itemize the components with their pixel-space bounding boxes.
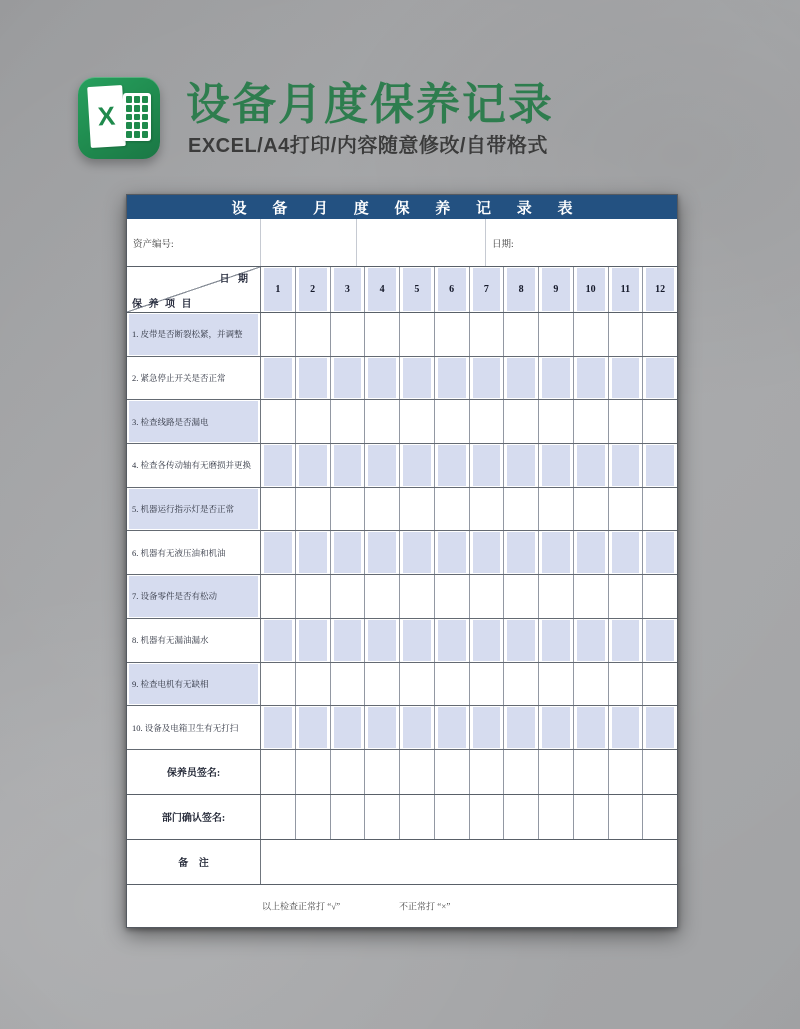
grid-cell[interactable] — [574, 795, 609, 839]
grid-cell[interactable] — [365, 313, 400, 356]
table-row — [127, 531, 677, 575]
month-header-cells — [261, 267, 677, 312]
grid-cell[interactable] — [400, 619, 435, 662]
grid-cell[interactable] — [539, 444, 574, 487]
grid-cell[interactable] — [539, 706, 574, 749]
grid-cell[interactable] — [539, 795, 574, 839]
grid-cell[interactable] — [470, 663, 505, 706]
grid-cell[interactable] — [400, 706, 435, 749]
grid-cell[interactable] — [574, 619, 609, 662]
grid-cell[interactable] — [609, 444, 644, 487]
grid-cell[interactable] — [609, 531, 644, 574]
grid-cell[interactable] — [609, 795, 644, 839]
grid-cell[interactable] — [435, 357, 470, 400]
grid-cell[interactable] — [643, 663, 677, 706]
grid-cell[interactable] — [504, 795, 539, 839]
grid-cell[interactable] — [435, 531, 470, 574]
footer-note-normal: 以上检查正常打 “√” — [262, 901, 341, 912]
grid-cell[interactable] — [470, 619, 505, 662]
grid-cell[interactable] — [400, 531, 435, 574]
grid-cell[interactable] — [365, 357, 400, 400]
grid-cell[interactable] — [261, 750, 296, 794]
grid-cell[interactable] — [609, 706, 644, 749]
grid-cell[interactable] — [261, 531, 296, 574]
grid-cell[interactable] — [574, 488, 609, 531]
grid-cell[interactable] — [365, 531, 400, 574]
grid-cell[interactable] — [261, 663, 296, 706]
grid-cell[interactable] — [643, 531, 677, 574]
grid-cell[interactable] — [331, 488, 366, 531]
grid-cell[interactable] — [331, 619, 366, 662]
grid-cell[interactable] — [435, 619, 470, 662]
grid-cell[interactable] — [435, 444, 470, 487]
grid-cell[interactable] — [539, 531, 574, 574]
page-title: 设备月度保养记录 — [186, 80, 554, 129]
grid-cell[interactable] — [261, 575, 296, 618]
grid-cell[interactable] — [504, 488, 539, 531]
remark-row — [127, 840, 677, 885]
grid-cell[interactable] — [470, 357, 505, 400]
maintainer-signature-label: 保养员签名: — [127, 750, 261, 794]
grid-cell[interactable] — [400, 663, 435, 706]
month-header-cell: 1 — [261, 267, 296, 312]
grid-cell[interactable] — [365, 663, 400, 706]
grid-cell[interactable] — [574, 663, 609, 706]
grid-cell[interactable] — [296, 444, 331, 487]
grid-cell[interactable] — [365, 706, 400, 749]
grid-cell[interactable] — [365, 444, 400, 487]
grid-cell[interactable] — [261, 444, 296, 487]
excel-icon-page — [87, 85, 126, 148]
table-row — [127, 313, 677, 357]
grid-cell[interactable] — [609, 750, 644, 794]
table-row — [127, 488, 677, 532]
grid-cell[interactable] — [400, 444, 435, 487]
month-header-cell: 9 — [539, 267, 574, 312]
grid-cell[interactable] — [574, 357, 609, 400]
diagonal-item-label: 保 养 项 目 — [132, 299, 194, 310]
grid-cell[interactable] — [331, 575, 366, 618]
grid-cell[interactable] — [365, 750, 400, 794]
grid-cell[interactable] — [331, 663, 366, 706]
grid-cell[interactable] — [400, 750, 435, 794]
column-header-row — [127, 267, 677, 313]
grid-cell[interactable] — [504, 750, 539, 794]
date-label: 日期: — [492, 239, 514, 250]
maintenance-item-label: 3. 检查线路是否漏电 — [127, 400, 261, 443]
grid-cell[interactable] — [574, 400, 609, 443]
grid-cell[interactable] — [261, 357, 296, 400]
grid-cell[interactable] — [331, 750, 366, 794]
grid-cell[interactable] — [296, 400, 331, 443]
grid-cell[interactable] — [643, 444, 677, 487]
excel-icon — [78, 77, 160, 159]
month-header-cell: 11 — [609, 267, 644, 312]
grid-cell[interactable] — [609, 663, 644, 706]
brand-header — [0, 0, 800, 180]
diagonal-header-cell — [127, 267, 261, 312]
grid-cell[interactable] — [643, 357, 677, 400]
grid-cell[interactable] — [470, 488, 505, 531]
grid-cell[interactable] — [400, 795, 435, 839]
table-row — [127, 444, 677, 488]
grid-cell[interactable] — [470, 575, 505, 618]
grid-cell[interactable] — [435, 795, 470, 839]
table-row — [127, 575, 677, 619]
page-subtitle: EXCEL/A4打印/内容随意修改/自带格式 — [188, 135, 548, 157]
maintenance-item-label: 5. 机器运行指示灯是否正常 — [127, 488, 261, 531]
maintenance-item-label: 4. 检查各传动轴有无磨损并更换 — [127, 444, 261, 487]
maintainer-signature-row — [127, 750, 677, 795]
grid-cell[interactable] — [296, 357, 331, 400]
grid-cell[interactable] — [504, 706, 539, 749]
grid-cell[interactable] — [296, 313, 331, 356]
department-signature-row — [127, 795, 677, 840]
grid-cell[interactable] — [643, 706, 677, 749]
grid-cell[interactable] — [643, 750, 677, 794]
month-header-cell: 10 — [574, 267, 609, 312]
maintenance-item-label: 10. 设备及电箱卫生有无打扫 — [127, 706, 261, 749]
grid-cell[interactable] — [574, 444, 609, 487]
month-header-cell: 6 — [435, 267, 470, 312]
remark-input-cell[interactable] — [261, 840, 677, 884]
grid-cell[interactable] — [539, 750, 574, 794]
date-cell[interactable] — [486, 219, 677, 266]
month-header-cell: 2 — [296, 267, 331, 312]
maintenance-item-label: 9. 检查电机有无缺相 — [127, 663, 261, 706]
grid-cell[interactable] — [435, 575, 470, 618]
grid-cell[interactable] — [435, 663, 470, 706]
grid-cell[interactable] — [643, 575, 677, 618]
asset-number-label-cell — [127, 219, 261, 266]
grid-cell[interactable] — [609, 488, 644, 531]
grid-cell[interactable] — [435, 706, 470, 749]
grid-cell[interactable] — [365, 488, 400, 531]
grid-cell[interactable] — [296, 795, 331, 839]
table-row — [127, 400, 677, 444]
grid-cell[interactable] — [643, 795, 677, 839]
grid-cell[interactable] — [539, 400, 574, 443]
table-row — [127, 357, 677, 401]
grid-cell[interactable] — [435, 400, 470, 443]
maintenance-item-label: 2. 紧急停止开关是否正常 — [127, 357, 261, 400]
grid-cell[interactable] — [435, 750, 470, 794]
maintenance-item-label: 1. 皮带是否断裂松紧，并调整 — [127, 313, 261, 356]
grid-cell[interactable] — [470, 795, 505, 839]
grid-cell[interactable] — [261, 706, 296, 749]
grid-cell[interactable] — [365, 619, 400, 662]
grid-cell[interactable] — [574, 706, 609, 749]
grid-cell[interactable] — [331, 313, 366, 356]
grid-cell[interactable] — [261, 488, 296, 531]
month-header-cell: 5 — [400, 267, 435, 312]
footer-note-row — [127, 885, 677, 927]
grid-cell[interactable] — [504, 357, 539, 400]
grid-cell[interactable] — [400, 400, 435, 443]
grid-cell[interactable] — [296, 619, 331, 662]
grid-cell[interactable] — [643, 400, 677, 443]
grid-cell[interactable] — [400, 488, 435, 531]
excel-icon-grid — [123, 93, 151, 141]
grid-cell[interactable] — [609, 313, 644, 356]
grid-cell[interactable] — [296, 575, 331, 618]
remark-label: 备 注 — [127, 840, 261, 884]
month-header-cell: 7 — [470, 267, 505, 312]
grid-cell[interactable] — [400, 575, 435, 618]
grid-cell[interactable] — [504, 313, 539, 356]
grid-cell[interactable] — [609, 575, 644, 618]
grid-cell[interactable] — [504, 531, 539, 574]
table-row — [127, 706, 677, 750]
diagonal-date-label: 日 期 — [219, 274, 251, 285]
grid-cell[interactable] — [609, 357, 644, 400]
grid-cell[interactable] — [400, 357, 435, 400]
grid-cell[interactable] — [470, 313, 505, 356]
spreadsheet-preview — [126, 194, 678, 928]
asset-number-label: 资产编号: — [133, 239, 174, 250]
grid-cell[interactable] — [470, 531, 505, 574]
grid-cell[interactable] — [296, 488, 331, 531]
grid-cell[interactable] — [470, 400, 505, 443]
grid-cell[interactable] — [470, 750, 505, 794]
grid-cell[interactable] — [435, 488, 470, 531]
grid-cell[interactable] — [504, 575, 539, 618]
grid-cell[interactable] — [261, 313, 296, 356]
grid-cell[interactable] — [609, 400, 644, 443]
grid-cell[interactable] — [365, 400, 400, 443]
footer-note-abnormal: 不正常打 “×” — [399, 901, 451, 912]
grid-cell[interactable] — [504, 663, 539, 706]
table-row — [127, 619, 677, 663]
grid-cell[interactable] — [296, 531, 331, 574]
grid-cell[interactable] — [643, 313, 677, 356]
grid-cell[interactable] — [470, 444, 505, 487]
grid-cell[interactable] — [331, 444, 366, 487]
excel-icon-x-letter: X — [96, 100, 117, 132]
grid-cell[interactable] — [539, 357, 574, 400]
grid-cell[interactable] — [504, 619, 539, 662]
grid-cell[interactable] — [539, 575, 574, 618]
maintenance-item-label: 7. 设备零件是否有松动 — [127, 575, 261, 618]
grid-cell[interactable] — [539, 488, 574, 531]
grid-cell[interactable] — [331, 357, 366, 400]
grid-cell[interactable] — [296, 706, 331, 749]
grid-cell[interactable] — [296, 750, 331, 794]
grid-cell[interactable] — [331, 400, 366, 443]
grid-cell[interactable] — [331, 531, 366, 574]
grid-cell[interactable] — [365, 795, 400, 839]
grid-cell[interactable] — [574, 313, 609, 356]
grid-cell[interactable] — [539, 313, 574, 356]
grid-cell[interactable] — [574, 575, 609, 618]
month-header-cell: 4 — [365, 267, 400, 312]
grid-cell[interactable] — [574, 531, 609, 574]
department-signature-label: 部门确认签名: — [127, 795, 261, 839]
grid-cell[interactable] — [609, 619, 644, 662]
grid-cell[interactable] — [539, 619, 574, 662]
month-header-cell: 3 — [331, 267, 366, 312]
grid-cell[interactable] — [331, 706, 366, 749]
info-row — [127, 219, 677, 267]
grid-cell[interactable] — [643, 488, 677, 531]
grid-cell[interactable] — [331, 795, 366, 839]
grid-cell[interactable] — [470, 706, 505, 749]
grid-cell[interactable] — [504, 444, 539, 487]
grid-cell[interactable] — [504, 400, 539, 443]
asset-number-input-cell[interactable] — [261, 219, 357, 266]
month-header-cell: 12 — [643, 267, 677, 312]
grid-cell[interactable] — [643, 619, 677, 662]
grid-cell[interactable] — [435, 313, 470, 356]
grid-cell[interactable] — [365, 575, 400, 618]
table-row — [127, 663, 677, 707]
grid-cell[interactable] — [539, 663, 574, 706]
grid-cell[interactable] — [261, 795, 296, 839]
grid-cell[interactable] — [261, 619, 296, 662]
maintenance-item-label: 6. 机器有无液压油和机油 — [127, 531, 261, 574]
grid-cell[interactable] — [296, 663, 331, 706]
grid-cell[interactable] — [261, 400, 296, 443]
month-header-cell: 8 — [504, 267, 539, 312]
blank-info-cell[interactable] — [357, 219, 486, 266]
table-title-bar: 设 备 月 度 保 养 记 录 表 — [127, 195, 677, 219]
grid-cell[interactable] — [400, 313, 435, 356]
maintenance-item-label: 8. 机器有无漏油漏水 — [127, 619, 261, 662]
grid-cell[interactable] — [574, 750, 609, 794]
